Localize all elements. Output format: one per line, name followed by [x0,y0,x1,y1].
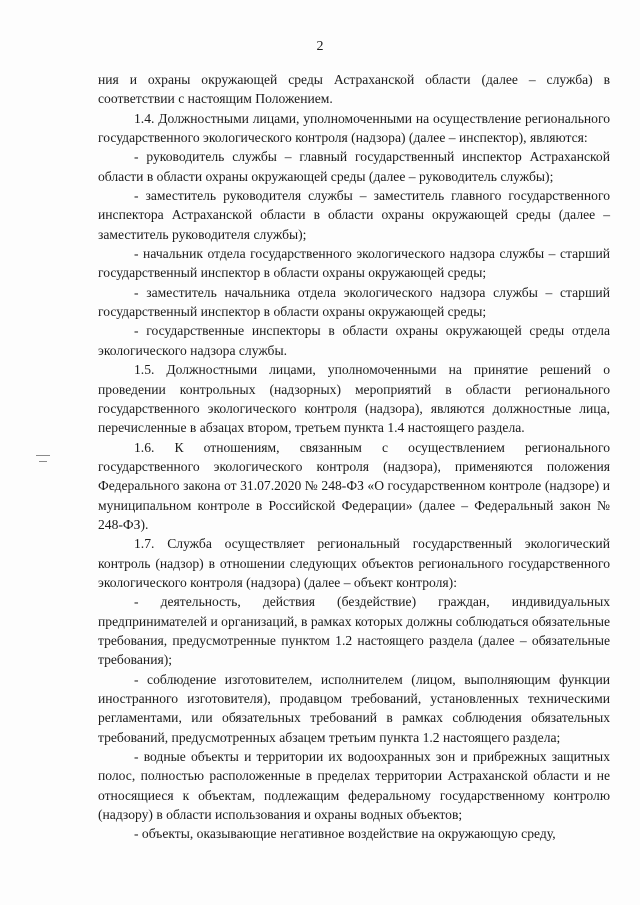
margin-mark [36,455,50,456]
list-item: - руководитель службы – главный государственный инспектор Астраханской области в области охраны окружающей среды (далее – руководитель службы); [98,149,610,184]
document-body [98,70,610,844]
list-item: - соблюдение изготовителем, исполнителем (лицом, выполняющим функции иностранного изготовителя), продавцом требований, установленных техническими регламентами, или обязательных требований в рамках соблюдения обязательных требований, предусмотренных абзацем третьим пункта 1.2 настоящего раздела; [98,671,610,745]
list-item: - заместитель начальника отдела экологического надзора службы – старший государственный инспектор в области охраны окружающей среды; [98,284,610,320]
list-item: - начальник отдела государственного экологического надзора службы – старший государственный инспектор в области охраны окружающей среды; [98,246,610,281]
list-item: - деятельность, действия (бездействие) граждан, индивидуальных предпринимателей и организаций, в рамках которых должны соблюдаться обязательные требования, предусмотренные пунктом 1.2 настоящего раздела (далее – обязательные требования); [98,594,610,668]
page-number: 2 [316,39,324,54]
paragraph: ния и охраны окружающей среды Астраханской области (далее – служба) в соответствии с настоящим Положением. [98,72,610,107]
list-item: - заместитель руководителя службы – заместитель главного государственного инспектора Астраханской области в области охраны окружающей среды (далее – заместитель руководителя службы); [98,188,610,242]
paragraph-1-6: 1.6. К отношениям, связанным с осуществлением регионального государственного экологического контроля (надзора), применяются положения Федерального закона от 31.07.2020 № 248-ФЗ «О государственном контроле (надзоре) и муниципальном контроле в Российской Федерации» (далее – Федеральный закон № 248-ФЗ). [98,439,610,532]
paragraph-1-7: 1.7. Служба осуществляет региональный государственный экологический контроль (надзор) в отношении следующих объектов регионального государственного экологического контроля (надзора) (далее – объект контроля): [98,536,610,590]
paragraph-1-4: 1.4. Должностными лицами, уполномоченными на осуществление регионального государственного экологического контроля (надзора) (далее – инспектор), являются: [98,110,610,146]
list-item: - объекты, оказывающие негативное воздействие на окружающую среду, [134,826,556,842]
paragraph-1-5: 1.5. Должностными лицами, уполномоченными на принятие решений о проведении контрольных (надзорных) мероприятий в области регионального государственного экологического контроля (надзора), являются должностные лица, перечисленные в абзацах втором, третьем пункта 1.4 настоящего раздела. [98,362,610,436]
list-item: - водные объекты и территории их водоохранных зон и прибрежных защитных полос, полностью расположенные в пределах территории Астраханской области и не относящиеся к объектам, подлежащим федеральному государственному контролю (надзору) в области использования и охраны водных объектов; [98,749,610,823]
margin-mark [39,461,47,462]
list-item: - государственные инспекторы в области охраны окружающей среды отдела экологического надзора службы. [98,323,610,358]
